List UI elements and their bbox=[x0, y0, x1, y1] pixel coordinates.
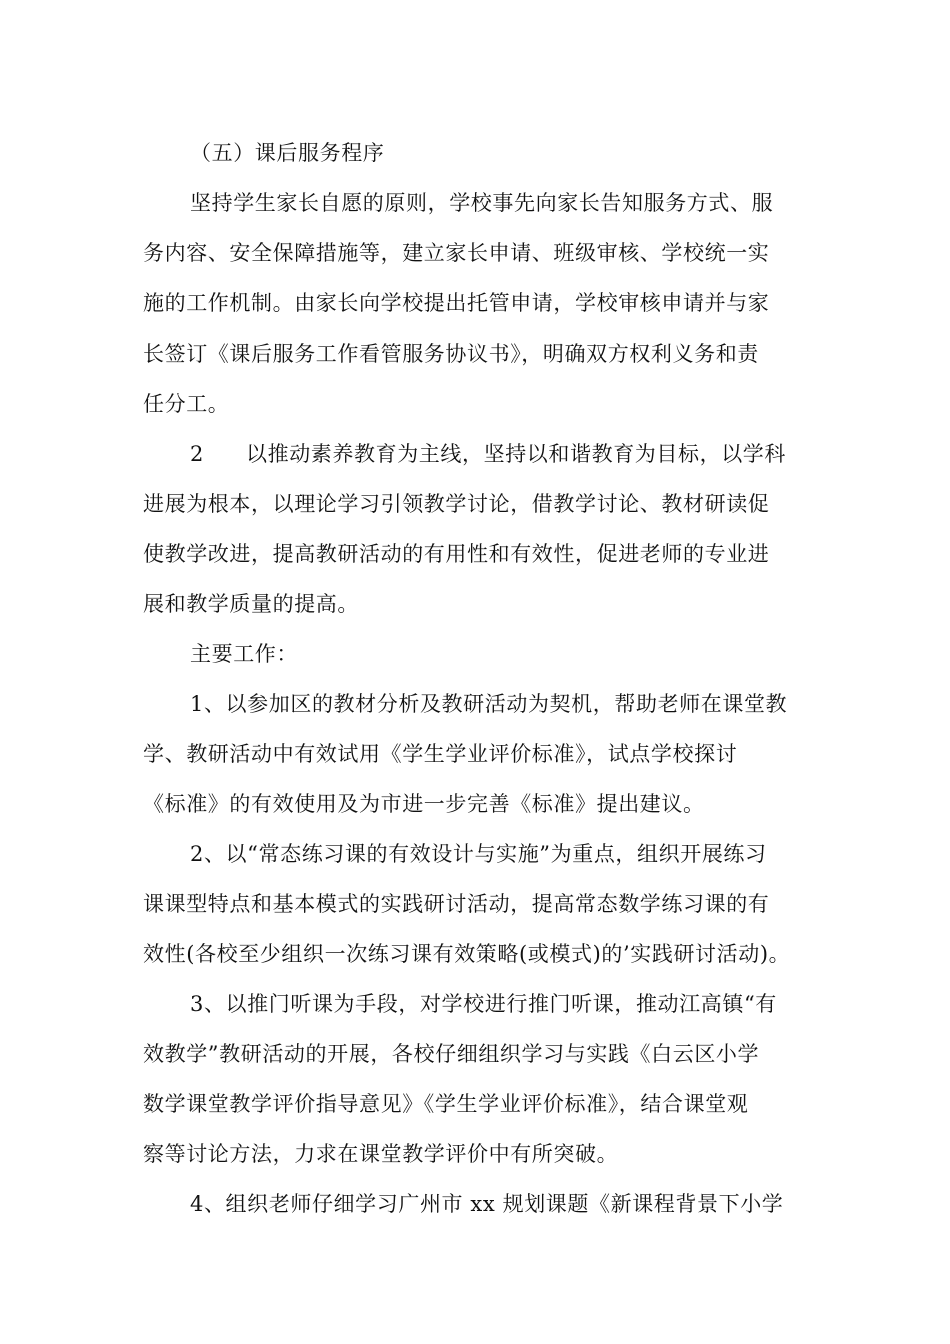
list-item-line: 1、以参加区的教材分析及教研活动为契机，帮助老师在课堂教 bbox=[190, 692, 788, 716]
paragraph-line: 进展为根本，以理论学习引领教学讨论，借教学讨论、教材研读促 bbox=[143, 492, 770, 516]
list-item-line: 2、以“常态练习课的有效设计与实施”为重点，组织开展练习 bbox=[190, 842, 767, 866]
paragraph-line: 坚持学生家长自愿的原则，学校事先向家长告知服务方式、服 bbox=[190, 191, 774, 215]
section-heading: （五）课后服务程序 bbox=[190, 141, 385, 165]
list-item-line: 数学课堂教学评价指导意见》《学生学业评价标准》，结合课堂观 bbox=[143, 1092, 749, 1116]
list-item-line: 察等讨论方法，力求在课堂教学评价中有所突破。 bbox=[143, 1142, 619, 1166]
paragraph-line: 任分工。 bbox=[143, 392, 230, 416]
paragraph-line: 使教学改进，提高教研活动的有用性和有效性，促进老师的专业进 bbox=[143, 542, 770, 566]
list-item-line: 学、教研活动中有效试用《学生学业评价标准》，试点学校探讨 bbox=[143, 742, 738, 766]
paragraph-line: 展和教学质量的提高。 bbox=[143, 592, 359, 616]
paragraph-line: 务内容、安全保障措施等，建立家长申请、班级审核、学校统一实 bbox=[143, 241, 770, 265]
list-item-line: 效教学”教研活动的开展，各校仔细组织学习与实践《白云区小学 bbox=[143, 1042, 760, 1066]
list-item-line: 《标准》的有效使用及为市进一步完善《标准》提出建议。 bbox=[143, 792, 705, 816]
list-item-line: 3、以推门听课为手段，对学校进行推门听课，推动江高镇“有 bbox=[190, 992, 777, 1016]
list-item-line: 4、组织老师仔细学习广州市 xx 规划课题《新课程背景下小学 bbox=[190, 1192, 784, 1216]
paragraph-line: 以推动素养教育为主线，坚持以和谐教育为目标，以学科 bbox=[246, 442, 786, 466]
paragraph-line: 施的工作机制。由家长向学校提出托管申请，学校审核申请并与家 bbox=[143, 291, 770, 315]
list-item-line: 效性(各校至少组织一次练习课有效策略(或模式)的’实践研讨活动)。 bbox=[143, 942, 791, 966]
list-item-line: 课课型特点和基本模式的实践研讨活动，提高常态数学练习课的有 bbox=[143, 892, 770, 916]
main-work-heading: 主要工作： bbox=[190, 642, 298, 666]
paragraph-line: 长签订《课后服务工作看管服务协议书》，明确双方权利义务和责 bbox=[143, 342, 759, 366]
paragraph-number: 2 bbox=[190, 442, 204, 466]
